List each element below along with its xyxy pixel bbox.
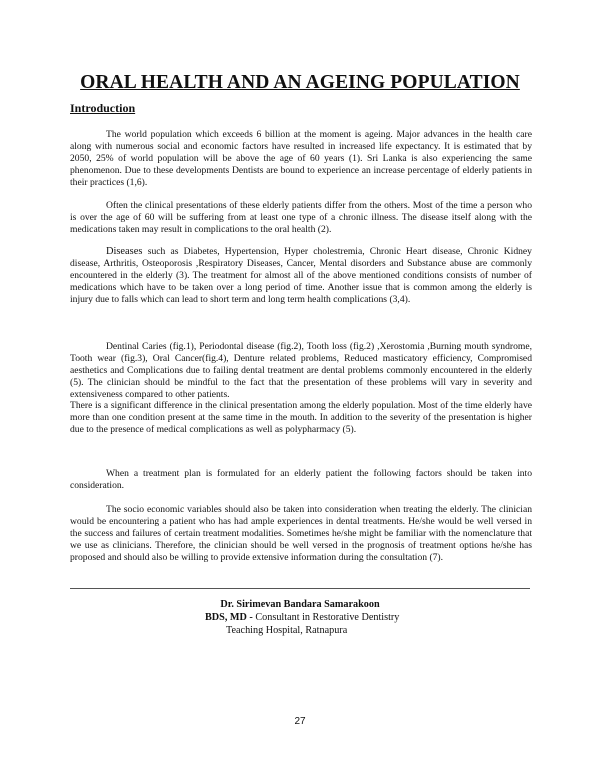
- author-name: Dr. Sirimevan Bandara Samarakoon: [220, 599, 380, 610]
- paragraph-world-population: The world population which exceeds 6 billion at the moment is ageing. Major advances in the health care along with numerous social and economic factors have resulted in increased life expectancy. It is estimated that by 2050, 25% of world population will be above the age of 60 years (1). Sri Lanka is also experiencing the same phenomenon. Due to these developments Dentists are bound to experience an increase percentage of elderly patients in their practices (1,6).: [70, 129, 532, 188]
- page-number: 27: [294, 716, 306, 727]
- author-degrees: BDS, MD -: [205, 612, 256, 623]
- author-position: Consultant in Restorative Dentistry: [255, 612, 400, 623]
- paragraph-socio-economic: The socio economic variables should also be taken into consideration when treating the elderly. The clinician would be encountering a patient who has had ample experiences in dental treatments. He/she would be well versed in the success and failures of certain treatment modalities. Sometimes he/she might be familiar with the nomenclature that we use as clinicians. Therefore, the clinician should be well versed in the prognosis of treatment options he/she has proposed and should also be willing to provide extensive information during the consultation (7).: [70, 504, 532, 563]
- paragraph-treatment-plan: When a treatment plan is formulated for an elderly patient the following factors should be taken into consideration.: [70, 468, 532, 491]
- paragraph-clinical-difference: There is a significant difference in the clinical presentation among the elderly population. Most of the time elderly have more than one condition present at the same time in the mouth. In addition to the severity of the presentation is higher due to the presence of medical complications as well as polypharmacy (5).: [70, 400, 532, 435]
- paragraph-lead-word: Diseases: [106, 246, 148, 257]
- paragraph-clinical-presentations: Often the clinical presentations of these elderly patients differ from the others. Most of the time a person who is over the age of 60 will be suffering from at least one type of a chronic illness. The disease itself along with the medications taken may result in complications to the oral health (2).: [70, 200, 532, 235]
- page-title: ORAL HEALTH AND AN AGEING POPULATION: [80, 72, 520, 93]
- section-heading-introduction: Introduction: [70, 101, 136, 115]
- author-hospital: Teaching Hospital, Ratnapura: [226, 625, 348, 636]
- paragraph-body: such as Diabetes, Hypertension, Hyper cholestremia, Chronic Heart disease, Chronic Kidney disease, Arthritis, Osteoporosis ,Respiratory Diseases, Cancer, Mental disorders and Substance abuse are commonly encountered in the elderly (3). The treatment for almost all of the above mentioned conditions consists of number of medications which have to be taken over a long period of time. Another issue that is common among the elderly is injury due to falls which can lead to short term and long term health complications (3,4).: [70, 246, 532, 305]
- signature-divider: [70, 588, 530, 589]
- author-credentials: [205, 612, 399, 623]
- paragraph-chronic-diseases: [70, 246, 532, 306]
- paragraph-dental-problems: Dentinal Caries (fig.1), Periodontal disease (fig.2), Tooth loss (fig.2) ,Xerostomia ,Burning mouth syndrome, Tooth wear (fig.3), Oral Cancer(fig.4), Denture related problems, Reduced masticatory efficiency, Compromised aesthetics and Complications due to failing dental treatment are dental problems commonly encountered in the elderly (5). The clinician should be mindful to the fact that the presentation of these problems will vary in severity and extensiveness compared to other patients.: [70, 341, 532, 400]
